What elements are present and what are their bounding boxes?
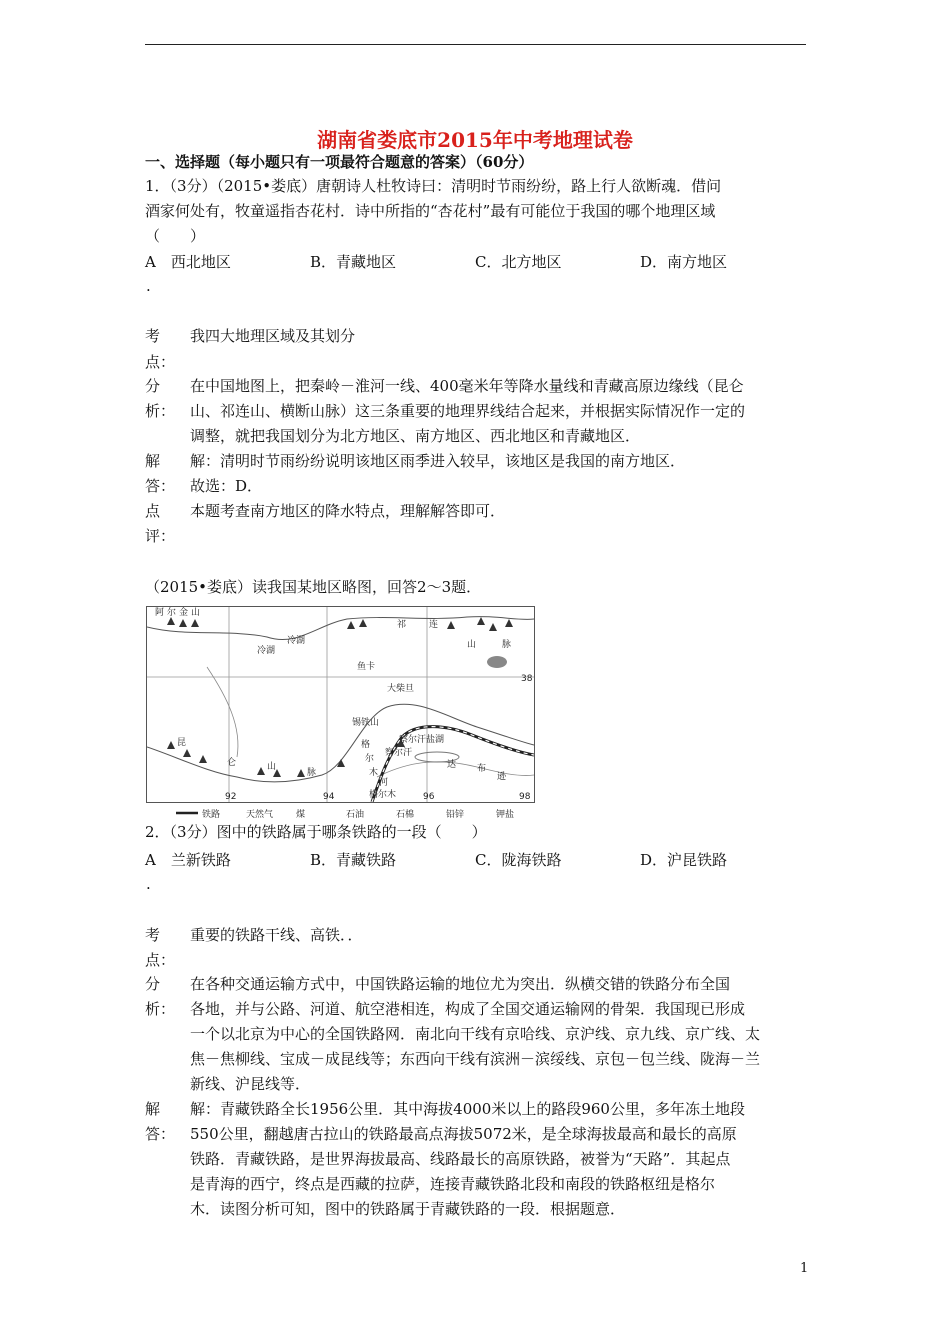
q1-dp-label2: 评： — [145, 527, 176, 545]
map-mountain-symbols — [167, 617, 513, 777]
map-label-lenghu1: 冷湖 — [257, 646, 276, 656]
q1-option-c: C．北方地区 — [475, 253, 562, 271]
map-grid — [147, 607, 534, 802]
q1-option-dot: . — [146, 277, 151, 295]
map-label-yuka: 鱼卡 — [357, 662, 376, 672]
q2-jd-line4: 是青海的西宁，终点是西藏的拉萨，连接青藏铁路北段和南段的铁路枢纽是格尔 — [190, 1175, 716, 1193]
q2-kd-label2: 点： — [145, 951, 176, 969]
map-label-chaerhan: 察尔汗 — [385, 748, 413, 758]
map-tick-94: 94 — [323, 792, 335, 802]
q1-kd-label2: 点： — [145, 353, 176, 371]
q1-stem-line2: 酒家何处有，牧童遥指杏花村．诗中所指的“杏花村”最有可能位于我国的哪个地理区域 — [145, 202, 716, 220]
q1-kd-text: 我四大地理区域及其划分 — [190, 327, 356, 345]
q1-dp-label1: 点 — [145, 502, 161, 520]
q1-fx-label1: 分 — [145, 377, 161, 395]
map-boundary-south — [147, 704, 534, 782]
map-label-shan3: 山 — [267, 762, 277, 772]
q1-option-b: B．青藏地区 — [310, 253, 397, 271]
map-label-qi: 祁 — [397, 620, 407, 630]
legend-oil: 石油 — [346, 810, 365, 820]
map-tick-96: 96 — [423, 792, 435, 802]
q2-jd-line2: 550公里，翻越唐古拉山的铁路最高点海拔5072米，是全球海拔最高和最长的高原 — [190, 1125, 737, 1143]
q2-option-c: C．陇海铁路 — [475, 851, 562, 869]
map-tick-92: 92 — [225, 792, 237, 802]
map-legend — [146, 804, 533, 822]
map-label-a: 阿 — [155, 608, 165, 618]
q2-fx-label2: 析： — [145, 1000, 176, 1018]
map-label-mai2: 脉 — [307, 768, 317, 778]
q2-fx-line3: 一个以北京为中心的全国铁路网．南北向干线有京哈线、京沪线、京九线、京广线、太 — [190, 1025, 761, 1043]
map-legend-svg — [146, 804, 533, 822]
map-label-er2: 尔 — [365, 754, 375, 764]
region-map-svg — [147, 607, 534, 802]
map-label-xun: 逊 — [497, 772, 507, 782]
page-title: 湖南省娄底市2015年中考地理试卷 — [317, 128, 633, 152]
map-label-shan2: 山 — [467, 640, 477, 650]
map-label-lenghu2: 冷湖 — [287, 636, 306, 646]
q1-option-a: A 西北地区 — [145, 253, 231, 271]
page-number: 1 — [800, 1261, 809, 1276]
map-tick-38: 38 — [521, 674, 533, 684]
region-map — [146, 606, 535, 803]
q2-kd-label1: 考 — [145, 926, 161, 944]
map-tick-98: 98 — [519, 792, 531, 802]
q2-fx-label1: 分 — [145, 975, 161, 993]
q2-fx-line1: 在各种交通运输方式中，中国铁路运输的地位尤为突出．纵横交错的铁路分布全国 — [190, 975, 731, 993]
q2-option-b: B．青藏铁路 — [310, 851, 397, 869]
map-label-er: 尔 — [167, 608, 177, 618]
q2-option-d: D．沪昆铁路 — [640, 851, 728, 869]
q2-fx-line5: 新线、沪昆线等． — [190, 1075, 311, 1093]
q2-kd-text: 重要的铁路干线、高铁．． — [190, 926, 363, 944]
map-label-shan1: 山 — [191, 608, 201, 618]
q2-jd-line3: 铁路．青藏铁路，是世界海拔最高、线路最长的高原铁路，被誉为“天路”．其起点 — [190, 1150, 731, 1168]
map-label-dachaidan: 大柴旦 — [387, 684, 415, 694]
map-label-chaerhan-lake: 察尔汗盐湖 — [399, 735, 445, 745]
legend-lead-zinc: 铅锌 — [446, 810, 465, 820]
legend-asbestos: 石棉 — [396, 810, 415, 820]
legend-coal: 煤 — [296, 810, 306, 820]
legend-railway: 铁路 — [202, 810, 221, 820]
legend-potash: 钾盐 — [496, 810, 515, 820]
q2-fx-line4: 焦－焦柳线、宝成－成昆线等；东西向干线有滨洲－滨绥线、京包－包兰线、陇海－兰 — [190, 1050, 761, 1068]
legend-gas: 天然气 — [246, 810, 274, 820]
q1-jd-label2: 答： — [145, 477, 176, 495]
q1-jd-label1: 解 — [145, 452, 161, 470]
map-label-mu: 木 — [369, 768, 379, 778]
q1-dp-text: 本题考查南方地区的降水特点，理解解答即可． — [190, 502, 506, 520]
map-label-lun: 仑 — [227, 758, 237, 768]
q2-option-dot: . — [146, 875, 151, 893]
q1-fx-line3: 调整，就把我国划分为北方地区、南方地区、西北地区和青藏地区． — [190, 427, 641, 445]
q1-fx-line2: 山、祁连山、横断山脉）这三条重要的地理界线结合起来，并根据实际情况作一定的 — [190, 402, 746, 420]
q1-fx-label2: 析： — [145, 402, 176, 420]
q2-fx-line2: 各地，并与公路、河道、航空港相连，构成了全国交通运输网的骨架．我国现已形成 — [190, 1000, 746, 1018]
q1-stem-line3: （ ） — [145, 227, 206, 245]
q1-fx-line1: 在中国地图上，把秦岭－淮河一线、400毫米年等降水量线和青藏高原边缘线（昆仑 — [190, 377, 744, 395]
q2-jd-label1: 解 — [145, 1100, 161, 1118]
q1-stem-line1: 1．（3分）（2015•娄底）唐朝诗人杜牧诗曰：清明时节雨纷纷，路上行人欲断魂．借问 — [145, 177, 722, 195]
map-intro: （2015•娄底）读我国某地区略图，回答2～3题． — [145, 578, 482, 596]
map-label-ge: 格 — [361, 740, 371, 750]
section-heading: 一、选择题（每小题只有一项最符合题意的答案）（60分） — [145, 153, 534, 171]
map-label-xitieshan: 锡铁山 — [352, 718, 380, 728]
map-label-da: 达 — [447, 760, 457, 770]
q2-jd-label2: 答： — [145, 1125, 176, 1143]
map-label-geermu: 格尔木 — [369, 790, 397, 800]
q2-jd-line1: 解：青藏铁路全长1956公里．其中海拔4000米以上的路段960公里，多年冻土地段 — [190, 1100, 745, 1118]
q2-option-a: A 兰新铁路 — [145, 851, 231, 869]
map-label-he: 河 — [379, 778, 389, 788]
header-rule — [145, 44, 806, 45]
map-label-jin: 金 — [179, 608, 189, 618]
q1-kd-label1: 考 — [145, 327, 161, 345]
q2-jd-line5: 木．读图分析可知，图中的铁路属于青藏铁路的一段．根据题意． — [190, 1200, 626, 1218]
map-label-mai1: 脉 — [502, 640, 512, 650]
q1-jd-line1: 解：清明时节雨纷纷说明该地区雨季进入较早，该地区是我国的南方地区． — [190, 452, 686, 470]
map-label-bu: 布 — [477, 764, 487, 774]
q2-stem: 2．（3分）图中的铁路属于哪条铁路的一段（ ） — [145, 823, 487, 841]
map-boundary-north — [147, 617, 534, 640]
q1-option-d: D．南方地区 — [640, 253, 728, 271]
q1-jd-line2: 故选：D． — [190, 477, 263, 495]
map-label-kun: 昆 — [177, 738, 187, 748]
map-river-1 — [207, 667, 238, 757]
map-lake — [487, 656, 507, 668]
map-label-lian: 连 — [429, 620, 439, 630]
